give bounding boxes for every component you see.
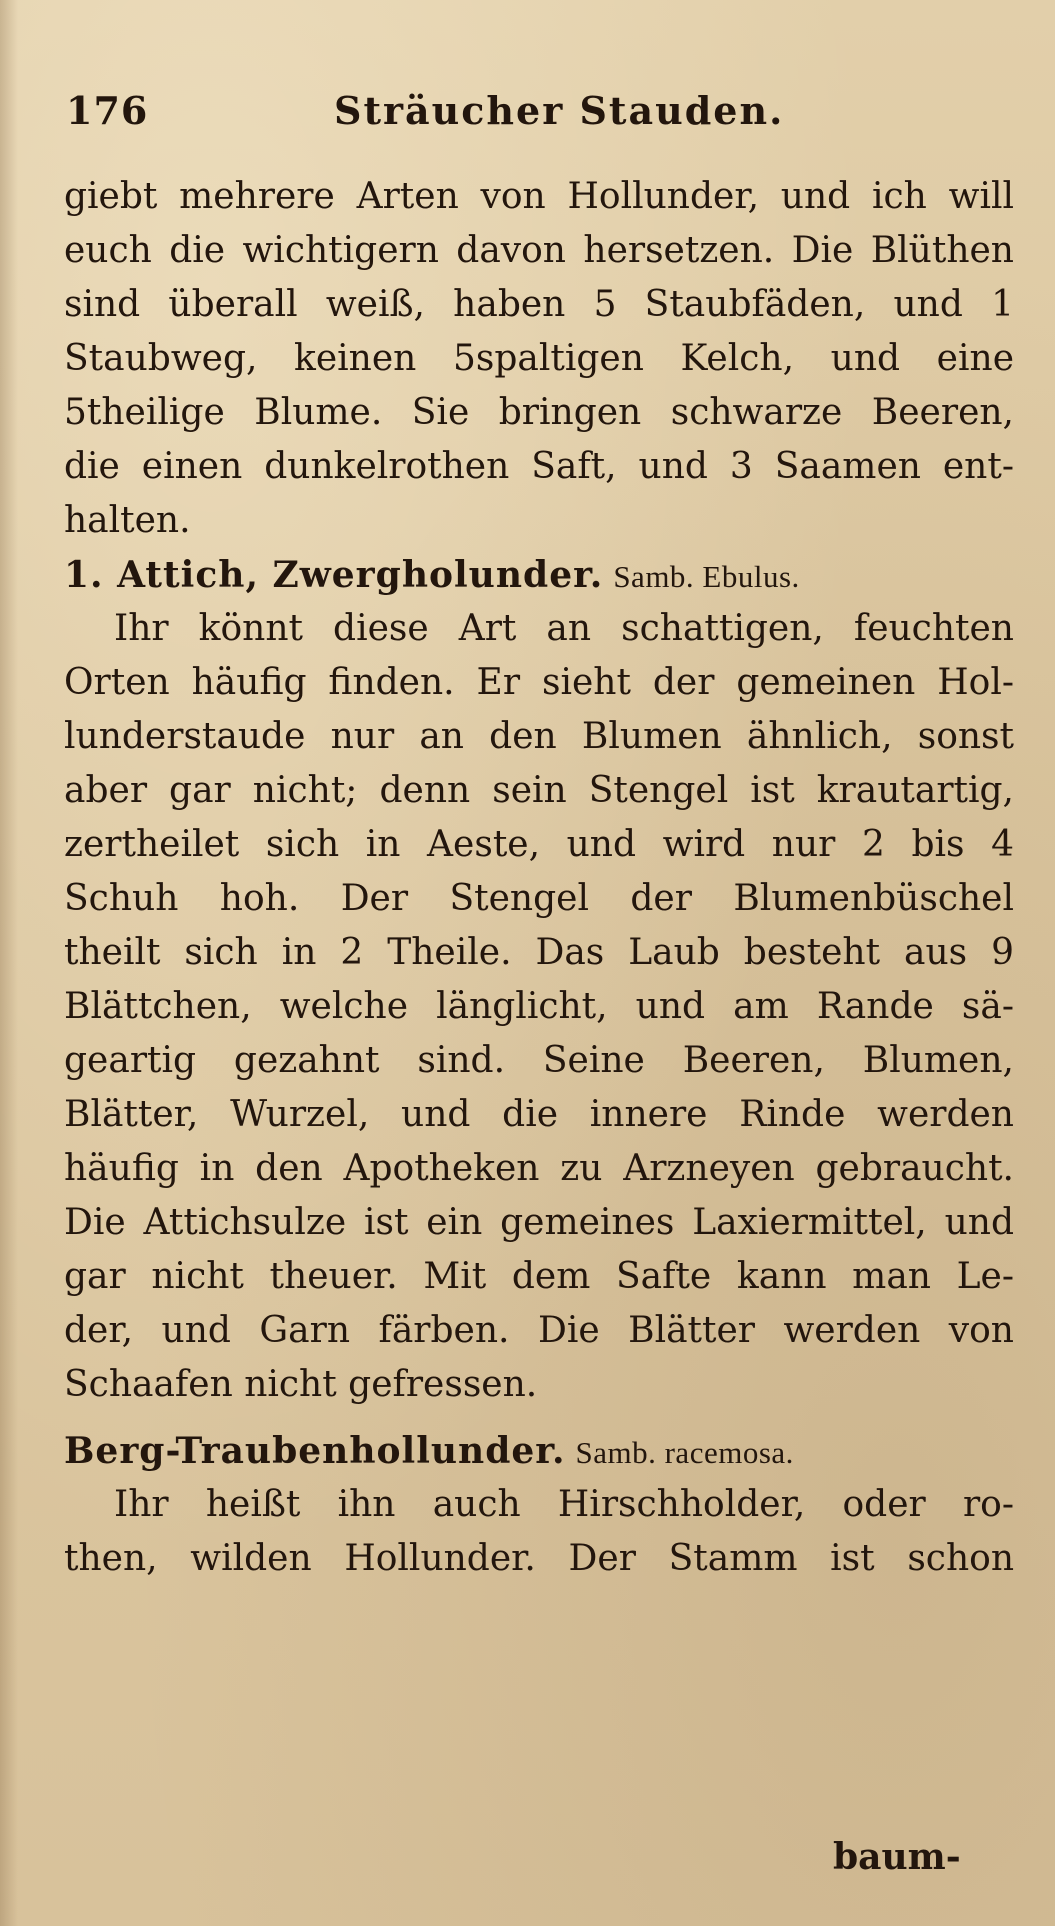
body-text: [64, 170, 1014, 1586]
section-heading-attich: [64, 548, 1014, 602]
section-gap: [64, 1412, 1014, 1424]
text-line: lunderstaude nur an den Blumen ähnlich, sonst: [64, 716, 1014, 757]
text-line: häufig in den Apotheken zu Arzneyen gebraucht.: [64, 1148, 1014, 1189]
text-line: der, und Garn färben. Die Blätter werden von: [64, 1310, 1014, 1351]
text-line: Staubweg, keinen 5spaltigen Kelch, und eine: [64, 338, 1014, 379]
latin-name: Samb. Ebulus.: [613, 559, 800, 594]
attich-paragraph: [64, 602, 1014, 1412]
text-line: Schaafen nicht gefressen.: [64, 1364, 538, 1405]
text-line: then, wilden Hollunder. Der Stamm ist schon: [64, 1538, 1014, 1579]
text-line: giebt mehrere Arten von Hollunder, und ich will: [64, 176, 1014, 217]
gutter-shadow: [0, 0, 18, 1926]
latin-name: Samb. racemosa.: [575, 1435, 794, 1470]
intro-paragraph: [64, 170, 1014, 548]
text-line: Blättchen, welche länglicht, und am Rande sä-: [64, 986, 1014, 1027]
text-line: gar nicht theuer. Mit dem Safte kann man Le-: [64, 1256, 1014, 1297]
running-title: Sträucher Stauden.: [334, 88, 785, 133]
page-number: 176: [66, 88, 149, 133]
text-line: 5theilige Blume. Sie bringen schwarze Beeren,: [64, 392, 1014, 433]
text-line: Orten häufig finden. Er sieht der gemeinen Hol-: [64, 662, 1014, 703]
text-line: Ihr heißt ihn auch Hirschholder, oder ro-: [114, 1484, 1014, 1525]
catchword: baum-: [833, 1836, 961, 1878]
text-line: theilt sich in 2 Theile. Das Laub besteht aus 9: [64, 932, 1014, 973]
text-line: Blätter, Wurzel, und die innere Rinde werden: [64, 1094, 1014, 1135]
running-head: [66, 82, 986, 142]
text-line: geartig gezahnt sind. Seine Beeren, Blumen,: [64, 1040, 1014, 1081]
text-line: zertheilet sich in Aeste, und wird nur 2 bis 4: [64, 824, 1014, 865]
text-line: aber gar nicht; denn sein Stengel ist krautartig,: [64, 770, 1014, 811]
text-line: Ihr könnt diese Art an schattigen, feuchten: [114, 608, 1014, 649]
section-title: Berg-Traubenhollunder.: [64, 1430, 566, 1472]
text-line: euch die wichtigern davon hersetzen. Die Blüthen: [64, 230, 1014, 271]
section-title: 1. Attich, Zwergholunder.: [64, 554, 604, 596]
traubenhollunder-paragraph: [64, 1478, 1014, 1586]
text-line: Schuh hoh. Der Stengel der Blumenbüschel: [64, 878, 1014, 919]
text-line: die einen dunkelrothen Saft, und 3 Saamen ent-: [64, 446, 1014, 487]
text-line: Die Attichsulze ist ein gemeines Laxiermittel, und: [64, 1202, 1014, 1243]
text-line: sind überall weiß, haben 5 Staubfäden, und 1: [64, 284, 1014, 325]
text-line: halten.: [64, 500, 191, 541]
section-heading-traubenhollunder: [64, 1424, 1014, 1478]
